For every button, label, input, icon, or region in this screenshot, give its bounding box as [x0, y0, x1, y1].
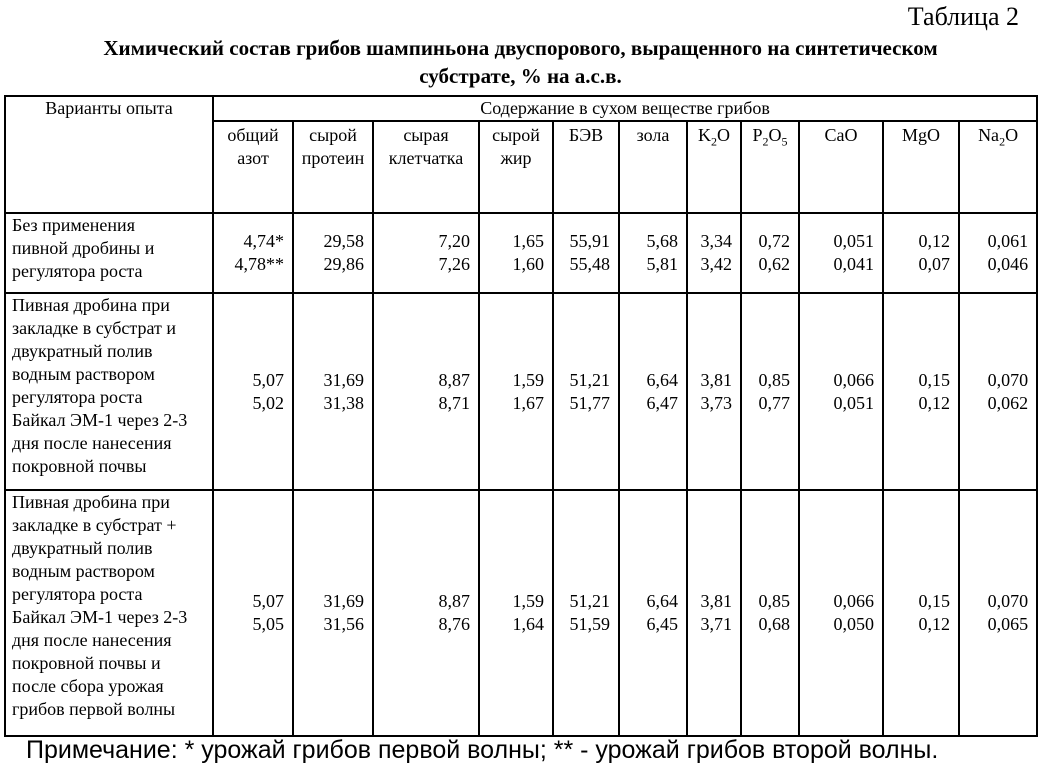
value-cell: 0,72 0,62 [741, 213, 799, 293]
value-cell: 0,85 0,77 [741, 293, 799, 490]
value-cell: 3,81 3,73 [687, 293, 741, 490]
row-label: Пивная дробина при закладке в субстрат и двукратный полив водным раствором регулятора роста Байкал ЭМ-1 через 2-3 дня после нанесения покровной почвы [5, 293, 213, 490]
value-cell: 8,87 8,76 [373, 490, 479, 736]
column-header: зола [619, 121, 687, 213]
value-cell: 51,21 51,59 [553, 490, 619, 736]
value-cell: 0,070 0,062 [959, 293, 1037, 490]
table-title [0, 34, 1041, 90]
table-row [5, 490, 1037, 736]
table-row [5, 293, 1037, 490]
value-cell: 6,64 6,45 [619, 490, 687, 736]
value-cell: 0,15 0,12 [883, 490, 959, 736]
column-header: MgO [883, 121, 959, 213]
value-cell: 0,070 0,065 [959, 490, 1037, 736]
value-cell: 3,81 3,71 [687, 490, 741, 736]
value-cell: 6,64 6,47 [619, 293, 687, 490]
value-cell: 1,59 1,67 [479, 293, 553, 490]
value-cell: 7,20 7,26 [373, 213, 479, 293]
composition-table [4, 95, 1038, 737]
value-cell: 0,066 0,050 [799, 490, 883, 736]
value-cell: 0,061 0,046 [959, 213, 1037, 293]
column-header: общий азот [213, 121, 293, 213]
row-label: Без применения пивной дробины и регулятора роста [5, 213, 213, 293]
value-cell: 29,58 29,86 [293, 213, 373, 293]
value-cell: 0,15 0,12 [883, 293, 959, 490]
column-header: $P_2O_5$ [741, 121, 799, 213]
header-variants: Варианты опыта [5, 96, 213, 213]
table-footnote: Примечание: * урожай грибов первой волны; ** - урожай грибов второй волны. [26, 736, 939, 764]
header-content-group: Содержание в сухом веществе грибов [213, 96, 1037, 121]
table-row [5, 213, 1037, 293]
column-header: $K_2O$ [687, 121, 741, 213]
value-cell: 0,85 0,68 [741, 490, 799, 736]
value-cell: 4,74* 4,78** [213, 213, 293, 293]
value-cell: 1,65 1,60 [479, 213, 553, 293]
table-title-line-1: Химический состав грибов шампиньона двуспорового, выращенного на синтетическом [103, 36, 938, 60]
column-header: сырой жир [479, 121, 553, 213]
value-cell: 3,34 3,42 [687, 213, 741, 293]
column-header: $Na_2O$ [959, 121, 1037, 213]
value-cell: 5,07 5,02 [213, 293, 293, 490]
value-cell: 51,21 51,77 [553, 293, 619, 490]
value-cell: 0,051 0,041 [799, 213, 883, 293]
table-number-label: Таблица 2 [907, 2, 1019, 31]
value-cell: 5,07 5,05 [213, 490, 293, 736]
value-cell: 5,68 5,81 [619, 213, 687, 293]
column-header: CaO [799, 121, 883, 213]
column-header: БЭВ [553, 121, 619, 213]
value-cell: 0,12 0,07 [883, 213, 959, 293]
value-cell: 0,066 0,051 [799, 293, 883, 490]
row-label: Пивная дробина при закладке в субстрат + двукратный полив водным раствором регулятора роста Байкал ЭМ-1 через 2-3 дня после нанесения покровной почвы и после сбора урожая грибов первой волны [5, 490, 213, 736]
column-header: сырой протеин [293, 121, 373, 213]
value-cell: 31,69 31,38 [293, 293, 373, 490]
value-cell: 31,69 31,56 [293, 490, 373, 736]
column-header: сырая клетчатка [373, 121, 479, 213]
table-title-line-2: субстрате, % на а.с.в. [419, 64, 622, 88]
value-cell: 55,91 55,48 [553, 213, 619, 293]
value-cell: 1,59 1,64 [479, 490, 553, 736]
value-cell: 8,87 8,71 [373, 293, 479, 490]
